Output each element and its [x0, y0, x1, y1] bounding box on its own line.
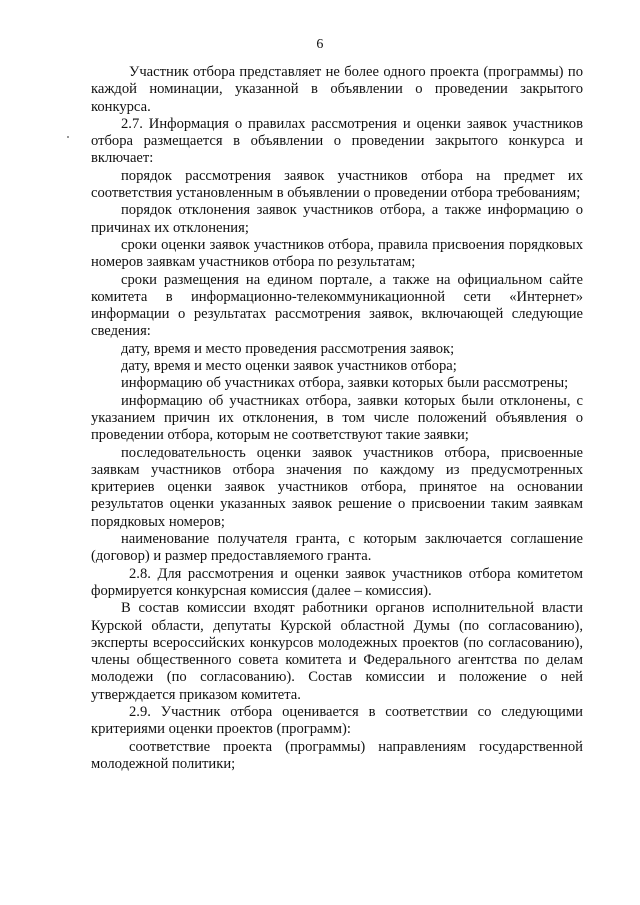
- paragraph-criterion-youth-policy: соответствие проекта (программы) направлениям государственной молодежной политики;: [91, 738, 583, 772]
- paragraph-reviewed-participants: информацию об участниках отбора, заявки которых были рассмотрены;: [121, 375, 569, 392]
- paragraph-rejection-order: порядок отклонения заявок участников отбора, а также информацию о причинах их отклонения;: [91, 202, 583, 236]
- paragraph-evaluation-terms: сроки оценки заявок участников отбора, правила присвоения порядковых номеров заявкам участников отбора по результатам;: [91, 236, 583, 271]
- paragraph-review-date: дату, время и место проведения рассмотрения заявок;: [121, 340, 455, 357]
- paragraph-commission-composition: В состав комиссии входят работники органов исполнительной власти Курской области, депутаты Курской областной Думы (по согласованию), эксперты всероссийских конкурсов молодежных проектов (по согласованию), члены общественного совета комитета и Федерального агентства по делам молодежи (по согласованию). Состав комиссии и положение о ней утверждается приказом комитета.: [91, 600, 583, 703]
- page-number: 6: [316, 37, 324, 52]
- paragraph-review-order: порядок рассмотрения заявок участников отбора на предмет их соответствия установленным в объявлении о проведении отбора требованиям;: [91, 167, 583, 202]
- paragraph-grant-recipient: наименование получателя гранта, с которым заключается соглашение (договор) и размер предоставляемого гранта.: [91, 531, 583, 565]
- paragraph-2-8: 2.8. Для рассмотрения и оценки заявок участников отбора комитетом формируется конкурсная комиссия (далее – комиссия).: [91, 565, 583, 599]
- paragraph-project-limit: Участник отбора представляет не более одного проекта (программы) по каждой номинации, указанной в объявлении о проведении закрытого конкурса.: [91, 64, 583, 115]
- paragraph-evaluation-sequence: последовательность оценки заявок участников отбора, присвоенные заявкам участников отбора значения по каждому из предусмотренных критериев оценки заявок участников отбора, принятое на основании результатов оценки указанных заявок решение о присвоении таким заявкам порядковых номеров;: [91, 444, 583, 530]
- document-body: [91, 64, 583, 773]
- paragraph-rejected-participants: информацию об участниках отбора, заявки которых были отклонены, с указанием причин их отклонения, в том числе положений объявления о проведении отбора, которым не соответствуют такие заявки;: [91, 392, 583, 444]
- paragraph-publication-terms: сроки размещения на едином портале, а также на официальном сайте комитета в информационно-телекоммуникационной сети «Интернет» информации о результатах рассмотрения заявок, включающей следующие сведения:: [91, 271, 583, 340]
- margin-mark: [67, 136, 69, 138]
- paragraph-2-7: 2.7. Информация о правилах рассмотрения и оценки заявок участников отбора размещается в объявлении о проведении закрытого конкурса и включает:: [91, 115, 583, 167]
- paragraph-evaluation-date: дату, время и место оценки заявок участников отбора;: [121, 358, 457, 375]
- paragraph-2-9: 2.9. Участник отбора оценивается в соответствии со следующими критериями оценки проектов (программ):: [91, 703, 583, 738]
